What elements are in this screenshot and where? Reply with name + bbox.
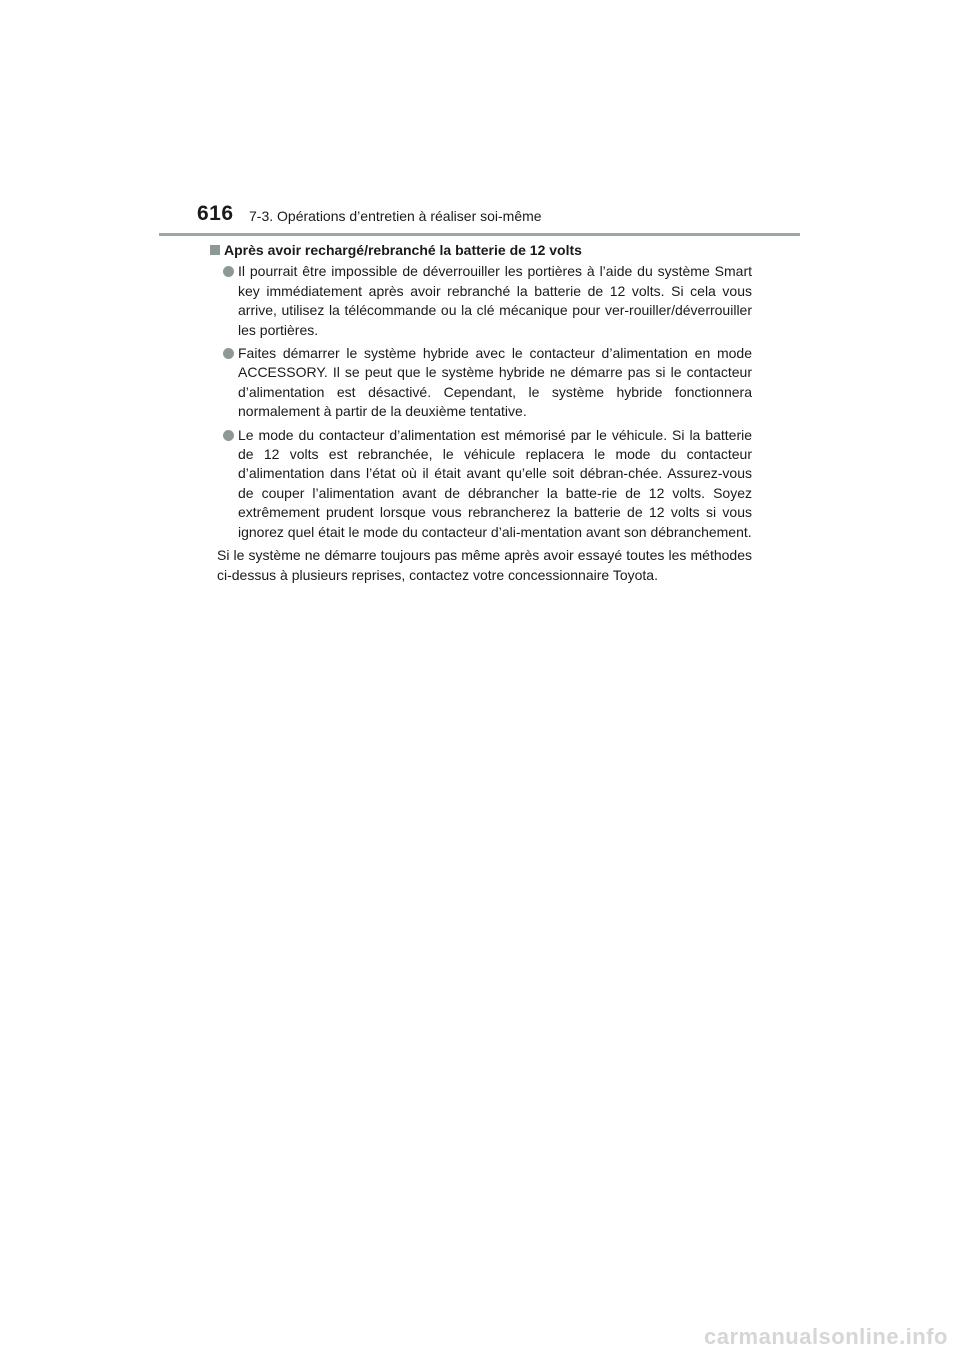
circle-bullet-icon	[223, 430, 234, 441]
bullet-text: Le mode du contacteur d’alimentation est mémorisé par le véhicule. Si la batterie de 12 volts est rebranchée, le véhicule replacera le mode du contacteur d’alimentation dans l’état où il était avant qu’elle soit débran-chée. Assurez-vous de couper l’alimentation avant de débrancher la batte-rie de 12 volts. Soyez extrêmement prudent lorsque vous rebrancherez la batterie de 12 volts si vous ignorez quel était le mode du contacteur d’ali-mentation avant son débranchement.	[238, 426, 752, 540]
list-item	[210, 262, 752, 340]
bullet-text: Faites démarrer le système hybride avec le contacteur d’alimentation en mode ACCESSORY. Il se peut que le système hybride ne démarre pas si le contacteur d’alimentation est désactivé. Cependant, le système hybride fonctionnera normalement à partir de la deuxième tentative.	[238, 345, 752, 420]
list-item	[210, 344, 752, 422]
section-heading	[210, 241, 752, 260]
section-title: 7-3. Opérations d’entretien à réaliser soi-même	[249, 208, 542, 224]
circle-bullet-icon	[223, 266, 234, 277]
list-item	[210, 426, 752, 542]
header-divider	[159, 233, 800, 236]
closing-paragraph: Si le système ne démarre toujours pas même après avoir essayé toutes les méthodes ci-dessus à plusieurs reprises, contactez votre concessionnaire Toyota.	[217, 547, 752, 583]
section-heading-text: Après avoir rechargé/rebranché la batterie de 12 volts	[224, 242, 582, 258]
bullet-list	[210, 262, 752, 542]
page-number: 616	[197, 202, 234, 225]
bullet-text: Il pourrait être impossible de déverrouiller les portières à l’aide du système Smart key immédiatement après avoir rebranché la batterie de 12 volts. Si cela vous arrive, utilisez la télécommande ou la clé mécanique pour ver-rouiller/déverrouiller les portières.	[238, 263, 752, 338]
square-bullet-icon	[210, 245, 220, 255]
watermark: carmanualsonline.info	[704, 1324, 948, 1349]
page-content	[210, 241, 752, 585]
circle-bullet-icon	[223, 348, 234, 359]
